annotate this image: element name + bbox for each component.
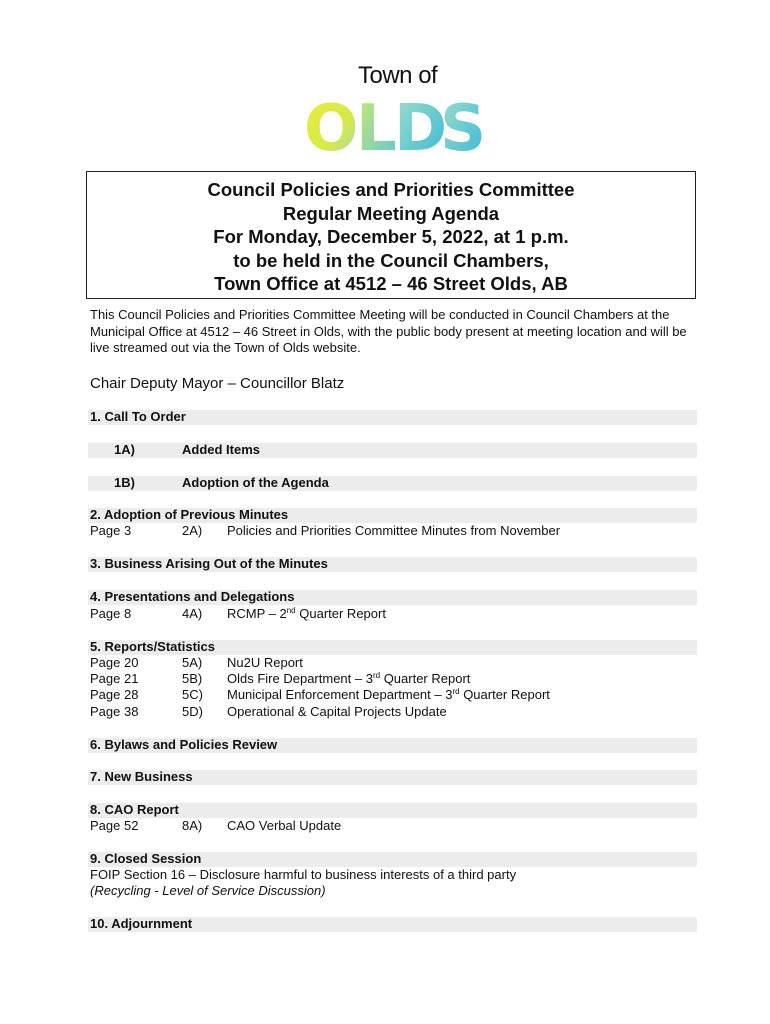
section-3-title: 3. Business Arising Out of the Minutes (90, 556, 328, 571)
item-number: 5D) (182, 704, 203, 719)
section-shade (88, 443, 697, 458)
item-number: 5B) (182, 671, 203, 686)
page-ref: Page 3 (90, 523, 132, 538)
page-ref: Page 38 (90, 704, 139, 719)
item-description: Municipal Enforcement Department – 3rd Quarter Report (227, 687, 550, 702)
section-shade (88, 803, 697, 818)
section-4-title: 4. Presentations and Delegations (90, 589, 295, 604)
item-description: Olds Fire Department – 3rd Quarter Report (227, 671, 471, 686)
section-shade (88, 476, 697, 491)
section-1-title: 1. Call To Order (90, 409, 186, 424)
item-description: Operational & Capital Projects Update (227, 704, 447, 719)
page-ref: Page 20 (90, 655, 139, 670)
item-description: Policies and Priorities Committee Minutes from November (227, 523, 561, 538)
title-line-1: Council Policies and Priorities Committee (207, 179, 575, 200)
section-2-title: 2. Adoption of Previous Minutes (90, 507, 289, 522)
agenda-title-box (86, 171, 696, 299)
section-10-title: 10. Adjournment (90, 916, 193, 931)
section-7-title: 7. New Business (90, 769, 193, 784)
svg-text:D: D (394, 92, 444, 154)
title-line-2: Regular Meeting Agenda (282, 202, 500, 224)
item-number: 8A) (182, 818, 203, 833)
title-line-4: to be held in the Council Chambers, (233, 249, 549, 271)
item-number: 2A) (182, 523, 203, 538)
logo-town-of-text: Town of (358, 62, 438, 89)
section-5-title: 5. Reports/Statistics (90, 639, 215, 654)
svg-text:S: S (440, 92, 483, 154)
page-ref: Page 28 (90, 687, 139, 702)
item-description: Adoption of the Agenda (182, 475, 329, 490)
closed-session-topic: (Recycling - Level of Service Discussion) (90, 883, 326, 898)
chair-line: Chair Deputy Mayor – Councillor Blatz (90, 375, 345, 392)
logo-olds-graphic (300, 92, 490, 154)
title-line-3: For Monday, December 5, 2022, at 1 p.m. (213, 226, 569, 248)
item-number: 5C) (182, 687, 203, 702)
closed-session-foip: FOIP Section 16 – Disclosure harmful to business interests of a third party (90, 867, 517, 882)
item-number: 4A) (182, 606, 203, 621)
page-ref: Page 21 (90, 671, 139, 686)
item-description: RCMP – 2nd Quarter Report (227, 606, 386, 621)
town-logo (300, 60, 490, 160)
section-8-title: 8. CAO Report (90, 802, 179, 817)
section-9-title: 9. Closed Session (90, 851, 202, 866)
section-6-title: 6. Bylaws and Policies Review (90, 737, 278, 752)
intro-paragraph: This Council Policies and Priorities Committee Meeting will be conducted in Council Chambers at the Municipal Office at 4512 – 46 Street in Olds, with the public body present at meeting location and will be live streamed out via the Town of Olds website. (90, 307, 687, 355)
svg-text:O: O (304, 92, 355, 154)
page-ref: Page 52 (90, 818, 139, 833)
item-description: CAO Verbal Update (227, 818, 342, 833)
item-description: Added Items (182, 442, 261, 457)
item-number: 1A) (114, 442, 135, 457)
item-description: Nu2U Report (227, 655, 303, 670)
svg-text:L: L (356, 92, 393, 154)
item-number: 5A) (182, 655, 203, 670)
item-number: 1B) (114, 475, 135, 490)
title-line-5: Town Office at 4512 – 46 Street Olds, AB (214, 273, 568, 295)
page-ref: Page 8 (90, 606, 132, 621)
